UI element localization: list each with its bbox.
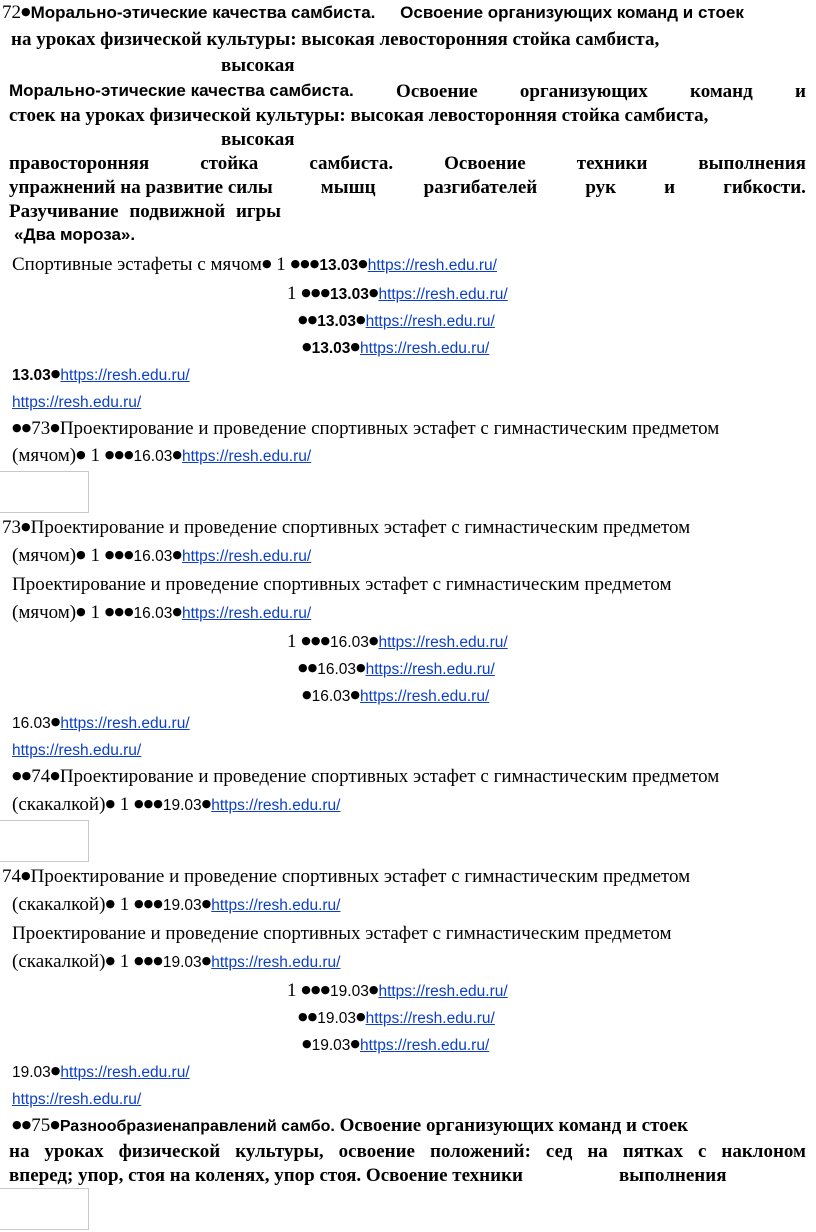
text-word: сед bbox=[545, 1141, 573, 1162]
hours-count: 1 bbox=[90, 445, 100, 466]
bullet-icon: ● bbox=[356, 1010, 366, 1023]
bullet-icon: ●● bbox=[298, 1010, 318, 1023]
lesson-date: 19.03 bbox=[162, 897, 202, 914]
text-word: освоение bbox=[338, 1141, 415, 1162]
lesson-title-cont: (скакалкой) bbox=[12, 951, 106, 972]
lesson-topic: Освоение организующих команд и стоек bbox=[339, 1115, 689, 1136]
lesson-72-schedule-row bbox=[302, 338, 489, 357]
lesson-73-title-line bbox=[12, 419, 719, 438]
lesson-topic-line: стоек на уроках физической культуры: высокая левосторонняя стойка самбиста, bbox=[9, 105, 709, 126]
lesson-74-title-line: Проектирование и проведение спортивных эстафет с гимнастическим предметом bbox=[12, 923, 672, 944]
bullet-icon: ●●● bbox=[104, 548, 134, 561]
lesson-date: 13.03 bbox=[12, 367, 51, 384]
bullet-icon: ● bbox=[302, 688, 312, 701]
resource-link[interactable]: https://resh.edu.ru/ bbox=[12, 1091, 142, 1108]
lesson-73-schedule-row bbox=[12, 603, 311, 622]
bullet-icon: ● bbox=[50, 1118, 60, 1131]
bullet-icon: ●● bbox=[12, 1118, 32, 1131]
bullet-icon: ●●● bbox=[104, 605, 134, 618]
text-word: гибкости. bbox=[723, 177, 806, 198]
lesson-72-schedule-row bbox=[12, 392, 141, 411]
lesson-date: 19.03 bbox=[317, 1010, 356, 1027]
lesson-date: 19.03 bbox=[311, 1037, 351, 1054]
resource-link[interactable]: https://resh.edu.ru/ bbox=[378, 983, 508, 1000]
text-word: самбиста. bbox=[309, 153, 394, 174]
lesson-title-cont: (мячом) bbox=[12, 445, 77, 466]
resource-link[interactable]: https://resh.edu.ru/ bbox=[60, 1064, 190, 1081]
game-title: «Два мороза». bbox=[14, 225, 136, 244]
text-word: Морально-этические качества самбиста. bbox=[9, 81, 354, 100]
text-word: выполнения bbox=[698, 153, 806, 174]
bullet-icon: ● bbox=[368, 286, 379, 299]
text-word: и bbox=[795, 81, 806, 102]
text-fragment: вперед; упор, стоя на коленях, упор стоя. Освоение техники bbox=[9, 1165, 523, 1186]
lesson-title-cont: (скакалкой) bbox=[12, 894, 106, 915]
lesson-73-schedule-row bbox=[302, 686, 489, 705]
bullet-icon: ● bbox=[50, 421, 60, 434]
lesson-74-schedule-row bbox=[298, 1008, 495, 1027]
text-word: пятках bbox=[622, 1141, 684, 1162]
hours-count: 1 bbox=[119, 794, 130, 815]
lesson-topic-justified-line bbox=[9, 82, 806, 101]
bullet-icon: ●● bbox=[12, 421, 32, 434]
bullet-icon: ●●● bbox=[301, 983, 331, 996]
lesson-date: 13.03 bbox=[319, 257, 359, 274]
lesson-number: 73 bbox=[2, 517, 21, 538]
lesson-date: 16.03 bbox=[317, 661, 356, 678]
lesson-72-schedule-row bbox=[287, 284, 508, 303]
lesson-date: 19.03 bbox=[330, 983, 369, 1000]
lesson-74-title-line bbox=[12, 767, 719, 786]
lesson-number: 73 bbox=[31, 418, 51, 439]
text-word: стойка bbox=[200, 153, 259, 174]
bullet-icon: ● bbox=[261, 257, 272, 270]
bullet-icon: ●●● bbox=[301, 286, 331, 299]
lesson-date: 16.03 bbox=[133, 548, 173, 565]
lesson-title-cont: (скакалкой) bbox=[12, 794, 106, 815]
lesson-topic: Спортивные эстафеты с мячом bbox=[12, 254, 262, 275]
text-word: Освоение bbox=[396, 81, 478, 102]
lesson-73-schedule-row bbox=[12, 446, 311, 465]
lesson-title: Проектирование и проведение спортивных эстафет с гимнастическим предметом bbox=[59, 418, 720, 439]
lesson-73-schedule-row bbox=[287, 632, 508, 651]
hours-count: 1 bbox=[119, 951, 130, 972]
lesson-title: Морально-этические качества самбиста. bbox=[30, 3, 376, 22]
resource-link[interactable]: https://resh.edu.ru/ bbox=[360, 340, 490, 357]
bullet-icon: ● bbox=[201, 897, 212, 910]
bullet-icon: ● bbox=[302, 1037, 312, 1050]
text-word: культуры, bbox=[235, 1141, 324, 1162]
bullet-icon: ● bbox=[172, 448, 182, 461]
bullet-icon: ● bbox=[368, 634, 379, 647]
lesson-topic-justified-line bbox=[9, 1142, 806, 1161]
bullet-icon: ●● bbox=[12, 769, 32, 782]
hours-count: 1 bbox=[287, 631, 297, 652]
lesson-number: 72 bbox=[2, 2, 21, 23]
resource-link[interactable]: https://resh.edu.ru/ bbox=[360, 688, 490, 705]
lesson-date: 19.03 bbox=[162, 954, 202, 971]
bullet-icon: ●●● bbox=[134, 954, 163, 967]
resource-link[interactable]: https://resh.edu.ru/ bbox=[378, 286, 508, 303]
lesson-74-schedule-row bbox=[12, 1089, 141, 1108]
lesson-74-schedule-row bbox=[12, 895, 341, 914]
text-word: мышц bbox=[320, 177, 376, 198]
lesson-title: Разнообразиенаправлений самбо. bbox=[59, 1118, 335, 1135]
lesson-74-title-line bbox=[2, 867, 690, 886]
lesson-74-schedule-row bbox=[12, 952, 341, 971]
bullet-icon: ●●● bbox=[134, 797, 163, 810]
resource-link[interactable]: https://resh.edu.ru/ bbox=[367, 257, 497, 274]
resource-link[interactable]: https://resh.edu.ru/ bbox=[60, 367, 190, 384]
bullet-icon: ● bbox=[76, 605, 86, 618]
lesson-74-schedule-row bbox=[287, 981, 508, 1000]
bullet-icon: ● bbox=[201, 954, 212, 967]
lesson-72-schedule-row bbox=[12, 255, 497, 274]
lesson-74-schedule-row bbox=[12, 1062, 190, 1081]
bullet-icon: ● bbox=[172, 605, 182, 618]
bullet-icon: ● bbox=[358, 257, 368, 270]
text-word: на bbox=[9, 1141, 30, 1162]
lesson-title-cont: (мячом) bbox=[12, 602, 77, 623]
hours-count: 1 bbox=[90, 545, 100, 566]
text-word: рук bbox=[585, 177, 617, 198]
text-word: Освоение bbox=[444, 153, 526, 174]
bullet-icon: ●●● bbox=[290, 257, 320, 270]
lesson-date: 16.03 bbox=[12, 715, 51, 732]
bullet-icon: ● bbox=[350, 340, 361, 353]
lesson-date: 13.03 bbox=[330, 286, 369, 303]
lesson-topic-justified-line bbox=[9, 154, 806, 173]
text-fragment: выполнения bbox=[618, 1165, 727, 1186]
resource-link[interactable]: https://resh.edu.ru/ bbox=[365, 313, 495, 330]
text-word: уроках bbox=[44, 1141, 104, 1162]
bullet-icon: ●●● bbox=[104, 448, 134, 461]
page-break-box bbox=[0, 471, 89, 513]
text-word: наклоном bbox=[721, 1141, 806, 1162]
bullet-icon: ● bbox=[50, 1064, 61, 1077]
bullet-icon: ● bbox=[356, 313, 366, 326]
text-word: упражнений на развитие силы bbox=[9, 177, 273, 198]
lesson-topic-line bbox=[9, 1166, 726, 1185]
lesson-date: 16.03 bbox=[330, 634, 369, 651]
resource-link[interactable]: https://resh.edu.ru/ bbox=[365, 661, 495, 678]
lesson-74-schedule-row bbox=[302, 1035, 489, 1054]
bullet-icon: ● bbox=[201, 797, 212, 810]
resource-link[interactable]: https://resh.edu.ru/ bbox=[360, 1037, 490, 1054]
page-break-box bbox=[0, 820, 89, 862]
lesson-73-title-line bbox=[2, 518, 690, 537]
lesson-72-schedule-row bbox=[12, 365, 190, 384]
lesson-73-schedule-row bbox=[12, 740, 141, 759]
resource-link[interactable]: https://resh.edu.ru/ bbox=[378, 634, 508, 651]
bullet-icon: ● bbox=[50, 715, 61, 728]
bullet-icon: ● bbox=[356, 661, 366, 674]
bullet-icon: ● bbox=[50, 769, 60, 782]
lesson-topic-line: на уроках физической культуры: высокая левосторонняя стойка самбиста, bbox=[11, 29, 660, 50]
lesson-topic-line: высокая bbox=[221, 55, 295, 76]
lesson-72-title-line bbox=[2, 3, 744, 22]
lesson-topic-justified-line bbox=[9, 178, 806, 197]
resource-link[interactable]: https://resh.edu.ru/ bbox=[211, 954, 341, 971]
text-word: положений: bbox=[429, 1141, 531, 1162]
text-word: организующих bbox=[519, 81, 648, 102]
bullet-icon: ● bbox=[76, 548, 86, 561]
text-word: разгибателей bbox=[423, 177, 538, 198]
lesson-title: Проектирование и проведение спортивных эстафет с гимнастическим предметом bbox=[30, 517, 691, 538]
bullet-icon: ● bbox=[368, 983, 379, 996]
bullet-icon: ● bbox=[172, 548, 182, 561]
text-word: на bbox=[587, 1141, 608, 1162]
lesson-number: 74 bbox=[2, 866, 21, 887]
lesson-date: 19.03 bbox=[162, 797, 202, 814]
bullet-icon: ● bbox=[50, 367, 61, 380]
hours-count: 1 bbox=[90, 602, 100, 623]
hours-count: 1 bbox=[287, 283, 297, 304]
text-word: правосторонняя bbox=[9, 153, 150, 174]
lesson-75-title-line bbox=[12, 1116, 688, 1135]
bullet-icon: ● bbox=[21, 869, 31, 882]
lesson-date: 16.03 bbox=[133, 448, 173, 465]
resource-link[interactable]: https://resh.edu.ru/ bbox=[60, 715, 190, 732]
bullet-icon: ● bbox=[21, 520, 31, 533]
text-word: техники bbox=[576, 153, 648, 174]
resource-link[interactable]: https://resh.edu.ru/ bbox=[181, 548, 312, 565]
lesson-title: Проектирование и проведение спортивных эстафет с гимнастическим предметом bbox=[59, 766, 720, 787]
bullet-icon: ●● bbox=[298, 661, 318, 674]
lesson-72-schedule-row bbox=[298, 311, 495, 330]
hours-count: 1 bbox=[119, 894, 130, 915]
resource-link[interactable]: https://resh.edu.ru/ bbox=[181, 448, 312, 465]
lesson-date: 16.03 bbox=[133, 605, 173, 622]
lesson-number: 74 bbox=[31, 766, 51, 787]
text-word: физической bbox=[118, 1141, 221, 1162]
bullet-icon: ● bbox=[105, 797, 116, 810]
lesson-73-schedule-row bbox=[12, 546, 311, 565]
lesson-date: 19.03 bbox=[12, 1064, 51, 1081]
hours-count: 1 bbox=[276, 254, 286, 275]
bullet-icon: ● bbox=[350, 1037, 361, 1050]
resource-link[interactable]: https://resh.edu.ru/ bbox=[12, 394, 142, 411]
resource-link[interactable]: https://resh.edu.ru/ bbox=[211, 797, 341, 814]
bullet-icon: ● bbox=[105, 897, 116, 910]
lesson-73-title-line: Проектирование и проведение спортивных эстафет с гимнастическим предметом bbox=[12, 574, 672, 595]
lesson-74-schedule-row bbox=[12, 795, 341, 814]
text-word: и bbox=[664, 177, 676, 198]
resource-link[interactable]: https://resh.edu.ru/ bbox=[181, 605, 312, 622]
resource-link[interactable]: https://resh.edu.ru/ bbox=[12, 742, 142, 759]
lesson-title: Проектирование и проведение спортивных эстафет с гимнастическим предметом bbox=[30, 866, 691, 887]
lesson-title-cont: (мячом) bbox=[12, 545, 77, 566]
lesson-topic-line: высокая bbox=[221, 129, 295, 150]
lesson-73-schedule-row bbox=[298, 659, 495, 678]
lesson-73-schedule-row bbox=[12, 713, 190, 732]
bullet-icon: ● bbox=[76, 448, 86, 461]
bullet-icon: ● bbox=[350, 688, 361, 701]
lesson-number: 75 bbox=[31, 1115, 51, 1136]
resource-link[interactable]: https://resh.edu.ru/ bbox=[365, 1010, 495, 1027]
lesson-date: 16.03 bbox=[311, 688, 351, 705]
bullet-icon: ●● bbox=[298, 313, 318, 326]
page-break-box bbox=[0, 1188, 89, 1230]
lesson-date: 13.03 bbox=[311, 340, 351, 357]
lesson-topic: Освоение организующих команд и стоек bbox=[400, 3, 744, 22]
lesson-date: 13.03 bbox=[317, 313, 356, 330]
bullet-icon: ● bbox=[302, 340, 312, 353]
text-word: команд bbox=[690, 81, 753, 102]
bullet-icon: ● bbox=[105, 954, 116, 967]
bullet-icon: ●●● bbox=[301, 634, 331, 647]
hours-count: 1 bbox=[287, 980, 297, 1001]
resource-link[interactable]: https://resh.edu.ru/ bbox=[211, 897, 341, 914]
bullet-icon: ●●● bbox=[134, 897, 163, 910]
text-word: с bbox=[697, 1141, 707, 1162]
lesson-topic-line: Разучивание подвижной игры bbox=[9, 201, 281, 222]
bullet-icon: ● bbox=[21, 5, 31, 18]
